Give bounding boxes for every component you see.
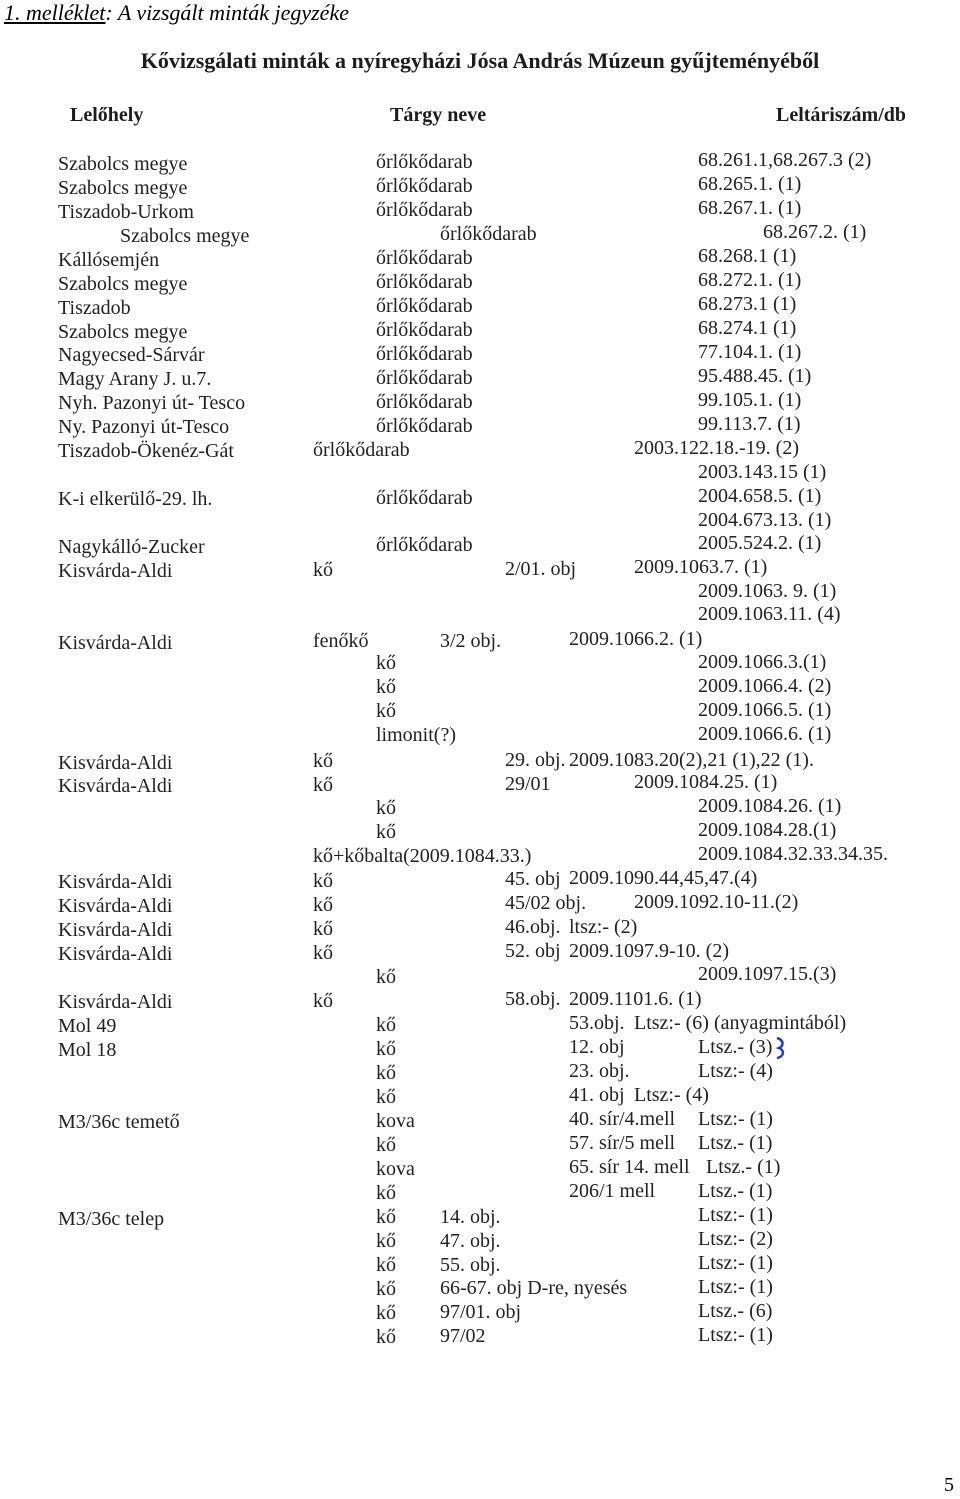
annex-label: 1. melléklet: [4, 0, 106, 25]
row-inventory: 77.104.1. (1): [698, 341, 802, 363]
row-inventory: Ltsz.- (1): [698, 1132, 773, 1154]
row-item: őrlőkődarab: [376, 367, 473, 389]
row-location: M3/36c temető: [58, 1111, 180, 1133]
row-object: 2/01. obj: [505, 558, 577, 580]
row-location: Nagykálló-Zucker: [58, 536, 205, 558]
row-object: 53.obj.: [569, 1012, 625, 1034]
row-location: Nyh. Pazonyi út- Tesco: [58, 392, 246, 414]
row-item: limonit(?): [376, 724, 456, 746]
row-location: Szabolcs megye: [58, 153, 188, 175]
row-item: kő: [376, 1326, 396, 1348]
row-item: kő: [376, 1182, 396, 1204]
row-item: őrlőkődarab: [440, 223, 537, 245]
row-item: őrlőkődarab: [376, 247, 473, 269]
row-location: Tiszadob: [58, 297, 131, 319]
row-item: kő: [376, 1134, 396, 1156]
row-item: kő: [313, 774, 333, 796]
row-object: 206/1 mell: [569, 1180, 656, 1202]
row-object: 12. obj: [569, 1036, 625, 1058]
row-inventory: 2009.1097.9-10. (2): [569, 940, 729, 962]
row-inventory: Ltsz:- (2): [698, 1228, 773, 1250]
row-inventory: Ltsz:- (1): [698, 1324, 773, 1346]
row-location: M3/36c telep: [58, 1208, 165, 1230]
column-header-inventory: Leltáriszám/db: [776, 104, 906, 126]
document-title: Kővizsgálati minták a nyíregyházi Jósa András Múzeun gyűjteményéből: [140, 48, 820, 73]
row-location: Ny. Pazonyi út-Tesco: [58, 416, 230, 438]
row-location: Kisvárda-Aldi: [58, 943, 173, 965]
row-location: Kisvárda-Aldi: [58, 895, 173, 917]
row-object: 57. sír/5 mell: [569, 1132, 676, 1154]
row-inventory: 2004.673.13. (1): [698, 509, 832, 531]
page-number: 5: [944, 1474, 954, 1496]
row-inventory: 2009.1066.3.(1): [698, 651, 827, 673]
row-inventory: 2009.1066.5. (1): [698, 699, 832, 721]
row-item: kő: [313, 918, 333, 940]
row-location: Magy Arany J. u.7.: [58, 368, 212, 390]
row-object: 47. obj.: [440, 1230, 501, 1252]
row-inventory: 68.273.1 (1): [698, 293, 797, 315]
row-item: őrlőkődarab: [376, 295, 473, 317]
row-location: Tiszadob-Urkom: [58, 201, 194, 223]
row-inventory: Ltsz.- (3): [698, 1036, 773, 1058]
row-item: kő: [313, 870, 333, 892]
row-inventory: 68.265.1. (1): [698, 173, 802, 195]
row-object: 45/02 obj.: [505, 892, 587, 914]
row-item: őrlőkődarab: [313, 439, 410, 461]
row-inventory: 2003.143.15 (1): [698, 461, 827, 483]
row-location: Mol 49: [58, 1015, 117, 1037]
row-item: kő: [376, 1278, 396, 1300]
column-header-item: Tárgy neve: [390, 104, 487, 126]
row-item: kő: [376, 700, 396, 722]
row-inventory: 95.488.45. (1): [698, 365, 812, 387]
row-object: 66-67. obj D-re, nyesés: [440, 1277, 628, 1299]
row-item: őrlőkődarab: [376, 271, 473, 293]
row-location: Kisvárda-Aldi: [58, 560, 173, 582]
row-location: Szabolcs megye: [58, 177, 188, 199]
row-inventory: 2009.1066.6. (1): [698, 723, 832, 745]
row-inventory: Ltsz.- (1): [706, 1156, 781, 1178]
row-item: kő: [376, 1038, 396, 1060]
handwritten-correction-mark: [774, 1036, 788, 1060]
row-object: 29/01: [505, 773, 551, 795]
row-item: őrlőkődarab: [376, 487, 473, 509]
row-inventory: 99.113.7. (1): [698, 413, 801, 435]
row-object: 46.obj.: [505, 916, 561, 938]
row-object: 40. sír/4.mell: [569, 1108, 676, 1130]
row-item: kő: [376, 1230, 396, 1252]
row-item: kova: [376, 1110, 415, 1132]
row-inventory: ltsz:- (2): [569, 916, 638, 938]
row-inventory: Ltsz.- (1): [698, 1180, 773, 1202]
row-item: kő: [313, 750, 333, 772]
row-item: őrlőkődarab: [376, 319, 473, 341]
row-location: Szabolcs megye: [58, 273, 188, 295]
row-item: fenőkő: [313, 630, 369, 652]
row-inventory: 68.267.1. (1): [698, 197, 802, 219]
row-inventory: 2009.1084.25. (1): [634, 771, 778, 793]
row-item: kő: [376, 1206, 396, 1228]
row-object: 29. obj.: [505, 749, 566, 771]
row-item: kő: [313, 559, 333, 581]
row-location: Szabolcs megye: [58, 321, 188, 343]
row-location: Szabolcs megye: [120, 225, 250, 247]
row-inventory: 2009.1063. 9. (1): [698, 580, 837, 602]
row-object: 14. obj.: [440, 1206, 501, 1228]
row-inventory: 68.274.1 (1): [698, 317, 797, 339]
row-object: 55. obj.: [440, 1254, 501, 1276]
row-object: 23. obj.: [569, 1060, 630, 1082]
row-location: Tiszadob-Ökenéz-Gát: [58, 440, 234, 462]
row-inventory: Ltsz:- (4): [698, 1060, 773, 1082]
row-item: kő+kőbalta(2009.1084.33.): [313, 845, 532, 867]
row-object: 97/02: [440, 1325, 486, 1347]
row-inventory: 2009.1092.10-11.(2): [634, 891, 799, 913]
row-item: kő: [376, 676, 396, 698]
row-inventory: 2009.1063.7. (1): [634, 556, 768, 578]
row-item: őrlőkődarab: [376, 415, 473, 437]
row-item: kova: [376, 1158, 415, 1180]
row-item: kő: [376, 821, 396, 843]
row-item: kő: [376, 966, 396, 988]
row-item: kő: [376, 797, 396, 819]
row-item: kő: [376, 652, 396, 674]
column-header-location: Lelőhely: [70, 104, 144, 126]
row-inventory: 2009.1090.44,45,47.(4): [569, 867, 758, 889]
row-object: 41. obj: [569, 1084, 625, 1106]
row-item: kő: [313, 990, 333, 1012]
row-object: 58.obj.: [505, 988, 561, 1010]
row-item: kő: [313, 894, 333, 916]
row-item: kő: [376, 1254, 396, 1276]
row-item: őrlőkődarab: [376, 199, 473, 221]
row-object: 65. sír 14. mell: [569, 1156, 690, 1178]
row-location: Kisvárda-Aldi: [58, 632, 173, 654]
row-inventory: Ltsz:- (4): [634, 1084, 709, 1106]
row-item: őrlőkődarab: [376, 175, 473, 197]
row-inventory: 68.261.1,68.267.3 (2): [698, 149, 872, 171]
row-location: Kisvárda-Aldi: [58, 871, 173, 893]
row-object: 52. obj: [505, 940, 561, 962]
row-item: őrlőkődarab: [376, 151, 473, 173]
row-inventory: 2009.1063.11. (4): [698, 603, 841, 625]
row-inventory: 2009.1084.26. (1): [698, 795, 842, 817]
row-location: Kisvárda-Aldi: [58, 919, 173, 941]
row-item: kő: [376, 1302, 396, 1324]
row-inventory: 2009.1097.15.(3): [698, 963, 837, 985]
row-inventory: Ltsz:- (6) (anyagmintából): [634, 1012, 847, 1034]
row-object: 45. obj: [505, 868, 561, 890]
row-inventory: 2009.1066.4. (2): [698, 675, 832, 697]
row-item: kő: [376, 1086, 396, 1108]
row-inventory: 68.267.2. (1): [763, 221, 867, 243]
row-inventory: Ltsz:- (1): [698, 1108, 773, 1130]
row-object: 3/2 obj.: [440, 630, 502, 652]
row-inventory: 2009.1084.32.33.34.35.: [698, 843, 888, 865]
row-inventory: 2005.524.2. (1): [698, 532, 822, 554]
row-location: Kállósemjén: [58, 249, 160, 271]
row-inventory: 68.272.1. (1): [698, 269, 802, 291]
row-item: kő: [376, 1014, 396, 1036]
row-inventory: 2003.122.18.-19. (2): [634, 437, 799, 459]
row-item: őrlőkődarab: [376, 534, 473, 556]
row-item: őrlőkődarab: [376, 343, 473, 365]
annex-title: : A vizsgált minták jegyzéke: [105, 0, 349, 25]
row-inventory: Ltsz:- (1): [698, 1276, 773, 1298]
row-inventory: 99.105.1. (1): [698, 389, 802, 411]
row-location: K-i elkerülő-29. lh.: [58, 488, 213, 510]
row-item: kő: [313, 942, 333, 964]
row-inventory: 2009.1101.6. (1): [569, 988, 702, 1010]
row-item: kő: [376, 1062, 396, 1084]
row-location: Kisvárda-Aldi: [58, 775, 173, 797]
row-inventory: 68.268.1 (1): [698, 245, 797, 267]
row-inventory: 2009.1084.28.(1): [698, 819, 837, 841]
row-item: őrlőkődarab: [376, 391, 473, 413]
row-location: Kisvárda-Aldi: [58, 752, 173, 774]
row-inventory: Ltsz:- (1): [698, 1204, 773, 1226]
row-location: Kisvárda-Aldi: [58, 991, 173, 1013]
row-inventory: 2009.1066.2. (1): [569, 628, 703, 650]
row-inventory: 2004.658.5. (1): [698, 485, 822, 507]
row-location: Nagyecsed-Sárvár: [58, 344, 205, 366]
row-location: Mol 18: [58, 1039, 117, 1061]
row-inventory: 2009.1083.20(2),21 (1),22 (1).: [569, 749, 814, 771]
row-inventory: Ltsz:- (1): [698, 1252, 773, 1274]
row-inventory: Ltsz.- (6): [698, 1300, 773, 1322]
row-object: 97/01. obj: [440, 1301, 522, 1323]
